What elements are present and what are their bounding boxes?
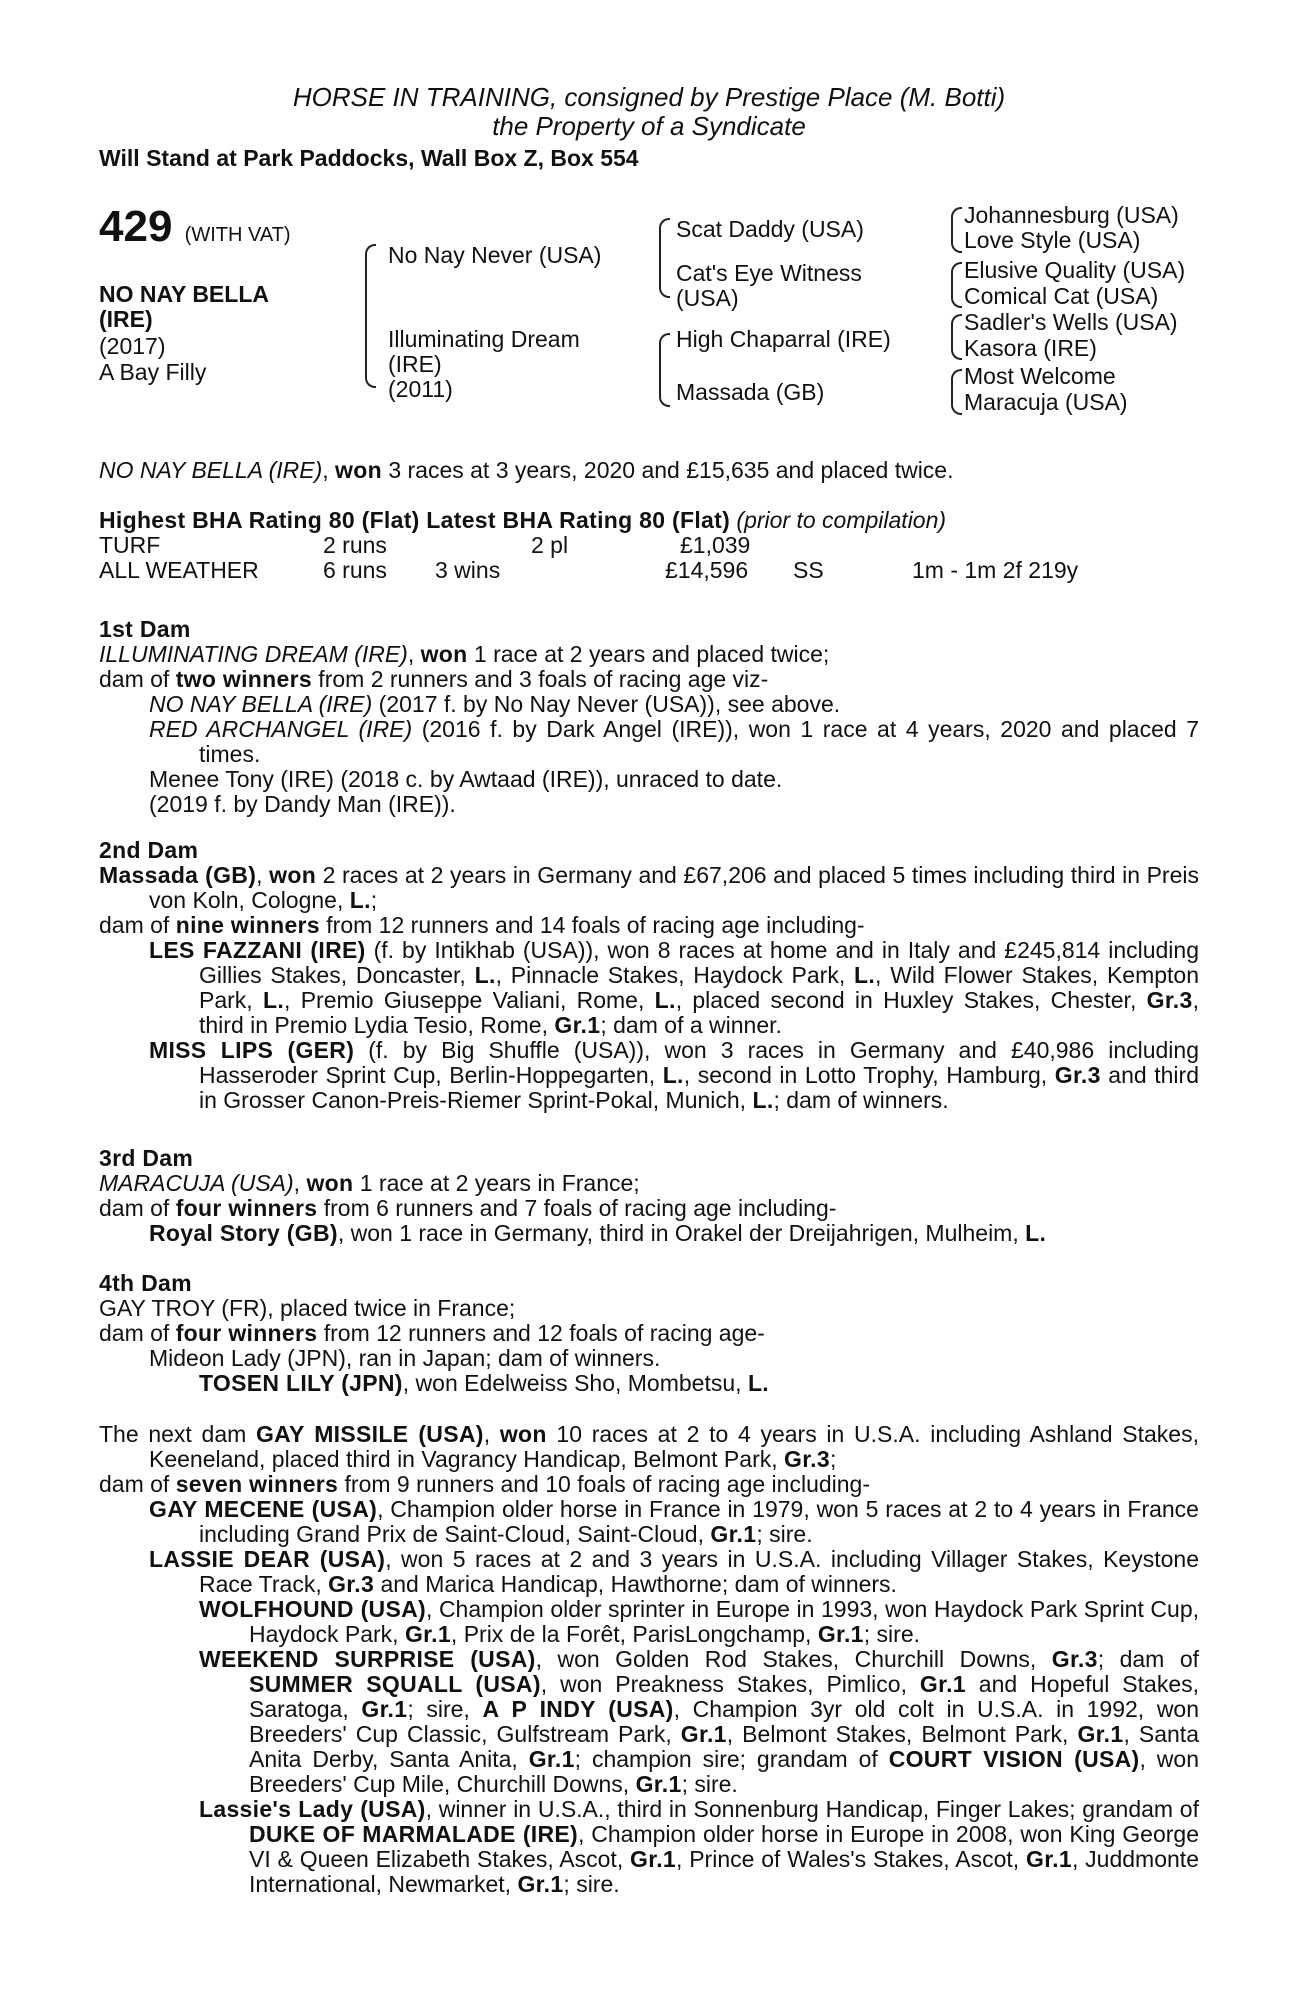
lot-number-value: 429 — [99, 202, 173, 251]
produce-wolfhound — [199, 1597, 1199, 1647]
ped-dd: Massada (GB) — [676, 379, 825, 405]
produce-text: (2016 f. by Dark Angel (IRE)), won 1 race at 4 years, 2020 and placed 7 times. — [199, 716, 1200, 767]
third-dam-heading: 3rd Dam — [99, 1145, 194, 1171]
group-mark: Gr.3 — [784, 1446, 830, 1472]
produce-weekend-surprise — [199, 1647, 1199, 1797]
fourth-dam-winners: four winners — [175, 1320, 318, 1346]
produce-text: ; sire. — [863, 1621, 921, 1647]
fourth-dam-section — [99, 1271, 1199, 1396]
second-dam-name: Massada (GB) — [99, 862, 257, 888]
rating-wins: 3 wins — [435, 557, 501, 583]
rating-note: (prior to compilation) — [736, 507, 947, 533]
rating-going: SS — [793, 557, 824, 583]
produce-name: COURT VISION (USA) — [888, 1746, 1140, 1772]
third-dam-name: MARACUJA (USA) — [99, 1170, 294, 1196]
listed-mark: L. — [752, 1087, 774, 1113]
produce-name: DUKE OF MARMALADE (IRE) — [249, 1821, 579, 1847]
produce-text: , won Breeders' Cup Mile, Churchill Downs, — [249, 1746, 1199, 1797]
punct: ; — [370, 887, 378, 913]
group-mark: Gr.1 — [528, 1746, 575, 1772]
ped-dam — [388, 327, 580, 402]
produce-text: ; sire. — [681, 1771, 738, 1797]
third-dam-text: 1 race at 2 years in France; — [353, 1170, 640, 1196]
ped-dam-line3: (2011) — [388, 376, 453, 402]
group-mark: Gr.1 — [710, 1521, 757, 1547]
pedigree-brace-ds — [951, 314, 962, 360]
produce-text: (f. by Big Shuffle (USA)), won 3 races in Germany and £40,986 including Hasseroder Sprint Cup, Berlin-Hoppegarten, — [199, 1037, 1200, 1088]
first-dam-heading: 1st Dam — [99, 616, 191, 642]
produce-text: and Hopeful Stakes, Saratoga, — [249, 1671, 1200, 1722]
produce-lassies-lady — [199, 1797, 1199, 1897]
produce-name: Lassie's Lady (USA) — [199, 1796, 426, 1822]
ped-sds: Elusive Quality (USA) — [964, 257, 1186, 283]
fourth-dam-record: GAY TROY (FR), placed twice in France; — [99, 1295, 516, 1321]
produce-text: , winner in U.S.A., third in Sonnenburg Handicap, Finger Lakes; grandam of — [425, 1796, 1199, 1822]
group-mark: Gr.1 — [404, 1621, 451, 1647]
produce-text: , won Edelweiss Sho, Mombetsu, — [402, 1370, 748, 1396]
next-dam-name: GAY MISSILE (USA) — [255, 1421, 484, 1447]
first-dam-text: 1 race at 2 years and placed twice; — [467, 641, 830, 667]
produce-text: , Prix de la Forêt, ParisLongchamp, — [450, 1621, 818, 1647]
ped-sss: Johannesburg (USA) — [964, 202, 1179, 228]
second-dam-produce-c: from 12 runners and 14 foals of racing age including- — [319, 912, 865, 938]
summary-text: 3 races at 3 years, 2020 and £15,635 and placed twice. — [381, 457, 954, 483]
group-mark: Gr.1 — [817, 1621, 864, 1647]
produce-royal-story — [149, 1221, 1199, 1246]
second-dam-text: 2 races at 2 years in Germany and £67,206 and placed 5 times including third in Preis von Koln, Cologne, — [149, 862, 1199, 913]
produce-name: LES FAZZANI (IRE) — [149, 937, 366, 963]
pedigree-brace-dam — [659, 333, 670, 407]
ped-dss: Sadler's Wells (USA) — [964, 309, 1178, 335]
ped-ds: High Chaparral (IRE) — [676, 326, 891, 352]
rating-row-turf — [99, 533, 1199, 558]
third-dam-winners: four winners — [175, 1195, 318, 1221]
produce-text: , won 5 races at 2 and 3 years in U.S.A. including Villager Stakes, Keystone Race Track, — [199, 1546, 1199, 1597]
second-dam-heading: 2nd Dam — [99, 837, 199, 863]
stand-line: Will Stand at Park Paddocks, Wall Box Z, Box 554 — [99, 145, 639, 171]
produce-name: TOSEN LILY (JPN) — [199, 1370, 403, 1396]
ped-sdd: Comical Cat (USA) — [964, 283, 1159, 309]
horse-name-line1: NO NAY BELLA — [99, 281, 269, 307]
produce-text: , placed second in Huxley Stakes, Chester, — [675, 987, 1147, 1013]
rating-runs: 6 runs — [323, 557, 387, 583]
produce-name: RED ARCHANGEL (IRE) — [149, 716, 413, 742]
listed-mark: L. — [1025, 1220, 1047, 1246]
second-dam-won: won — [269, 862, 317, 888]
produce-2019-filly: (2019 f. by Dandy Man (IRE)). — [149, 791, 456, 817]
consignor-line: HORSE IN TRAINING, consigned by Prestige Place (M. Botti) — [292, 82, 1006, 112]
race-summary: NO NAY BELLA (IRE), won 3 races at 3 years, 2020 and £15,635 and placed twice. — [99, 457, 954, 483]
rating-block — [99, 508, 1199, 583]
next-dam-produce-a: dam of — [99, 1471, 176, 1497]
produce-text: ; dam of — [1097, 1646, 1200, 1672]
produce-text: , Premio Giuseppe Valiani, Rome, — [284, 987, 655, 1013]
rating-money: £14,596 — [665, 557, 749, 583]
ped-sd-line1: Cat's Eye Witness — [676, 260, 862, 286]
group-mark: Gr.1 — [361, 1696, 408, 1722]
fourth-dam-produce-a: dam of — [99, 1320, 176, 1346]
produce-les-fazzani — [149, 938, 1199, 1038]
rating-row-allweather — [99, 558, 1199, 583]
group-mark: Gr.1 — [517, 1871, 564, 1897]
horse-name-line2: (IRE) — [99, 306, 153, 332]
listed-mark: L. — [349, 887, 371, 913]
produce-text: (f. by Intikhab (USA)), won 8 races at home and in Italy and £245,814 including Gillies Stakes, Doncaster, — [199, 937, 1199, 988]
ped-dsd: Kasora (IRE) — [964, 335, 1097, 361]
lot-number — [99, 202, 291, 260]
fourth-dam-heading: 4th Dam — [99, 1270, 192, 1296]
rating-heading: Highest BHA Rating 80 (Flat) Latest BHA Rating 80 (Flat) — [99, 507, 731, 533]
ped-dds: Most Welcome — [964, 363, 1116, 389]
produce-text: , Prince of Wales's Stakes, Ascot, — [676, 1846, 1026, 1872]
summary-won: won — [335, 457, 382, 483]
next-dam-produce-c: from 9 runners and 10 foals of racing age including- — [338, 1471, 871, 1497]
produce-text: , Santa Anita Derby, Santa Anita, — [249, 1721, 1199, 1772]
produce-text: , second in Lotto Trophy, Hamburg, — [683, 1062, 1055, 1088]
rating-distance: 1m - 1m 2f 219y — [912, 557, 1079, 583]
third-dam-won: won — [306, 1170, 354, 1196]
second-dam-winners: nine winners — [175, 912, 320, 938]
ped-ddd: Maracuja (USA) — [964, 389, 1128, 415]
group-mark: Gr.3 — [1051, 1646, 1098, 1672]
produce-text: , won Golden Rod Stakes, Churchill Downs, — [535, 1646, 1052, 1672]
produce-name: GAY MECENE (USA) — [149, 1496, 378, 1522]
first-dam-winners: two winners — [175, 666, 312, 692]
produce-name: LASSIE DEAR (USA) — [149, 1546, 386, 1572]
produce-text: (2017 f. by No Nay Never (USA)), see above. — [372, 691, 841, 717]
rating-runs: 2 runs — [323, 532, 387, 558]
punct: ; — [829, 1446, 837, 1472]
produce-text: , Champion older horse in France in 1979, won 5 races at 2 to 4 years in France including Grand Prix de Saint-Cloud, Saint-Cloud, — [199, 1496, 1199, 1547]
pedigree-brace-ss — [951, 207, 962, 253]
produce-text: , Champion older horse in Europe in 2008, won King George VI & Queen Elizabeth Stakes, Ascot, — [249, 1821, 1199, 1872]
produce-text: , Champion older sprinter in Europe in 1993, won Haydock Park Sprint Cup, Haydock Park, — [249, 1596, 1200, 1647]
produce-text: ; sire, — [407, 1696, 483, 1722]
listed-mark: L. — [262, 987, 285, 1013]
produce-no-nay-bella — [149, 692, 1199, 717]
ped-sd — [676, 261, 862, 311]
produce-text: , Belmont Stakes, Belmont Park, — [726, 1721, 1078, 1747]
produce-tosen-lily — [199, 1371, 1199, 1396]
produce-name: WEEKEND SURPRISE (USA) — [199, 1646, 536, 1672]
pedigree-brace-main — [365, 244, 376, 388]
first-dam-won: won — [420, 641, 468, 667]
produce-menee-tony: Menee Tony (IRE) (2018 c. by Awtaad (IRE)), unraced to date. — [149, 766, 783, 792]
first-dam-section: 1st Dam ILLUMINATING DREAM (IRE), won 1 race at 2 years and placed twice; dam of two winners from 2 runners and 3 foals of racing age viz- NO NAY BELLA (IRE) (2017 f. by No Nay Never (USA)), see above. RED ARCHANGEL (IRE) (2016 f. by Dark Angel (IRE)), won 1 race at 4 years, 2020 and placed 7 times. Menee Tony (IRE) (2018 c. by Awtaad (IRE)), unraced to date. (2019 f. by Dandy Man (IRE)). — [99, 616, 1200, 817]
group-mark: Gr.1 — [554, 1012, 601, 1038]
horse-year: (2017) — [99, 333, 166, 359]
ped-ssd: Love Style (USA) — [964, 227, 1141, 253]
produce-text: , won Preakness Stakes, Pimlico, — [540, 1671, 920, 1697]
produce-text: ; dam of winners. — [773, 1087, 949, 1113]
fourth-dam-produce-c: from 12 runners and 12 foals of racing age- — [317, 1320, 765, 1346]
produce-text: and Marica Handicap, Hawthorne; dam of winners. — [374, 1571, 897, 1597]
produce-text: ; champion sire; grandam of — [574, 1746, 889, 1772]
listed-mark: L. — [853, 962, 876, 988]
next-dam-section — [99, 1422, 1199, 1897]
next-dam-won: won — [499, 1421, 547, 1447]
second-dam-record: Massada (GB), won 2 races at 2 years in Germany and £67,206 and placed 5 times including third in Preis von Koln, Cologne, L.; — [99, 862, 1199, 913]
produce-text: , Pinnacle Stakes, Haydock Park, — [495, 962, 854, 988]
produce-text: ; dam of a winner. — [600, 1012, 782, 1038]
produce-gay-mecene — [149, 1497, 1199, 1547]
property-line: the Property of a Syndicate — [492, 111, 806, 141]
produce-text: , third in Premio Lydia Tesio, Rome, — [199, 987, 1199, 1038]
produce-text: , Juddmonte International, Newmarket, — [249, 1846, 1199, 1897]
group-mark: Gr.1 — [919, 1671, 966, 1697]
group-mark: Gr.1 — [680, 1721, 727, 1747]
produce-text: ; sire. — [756, 1521, 813, 1547]
group-mark: Gr.1 — [1026, 1846, 1072, 1872]
rating-money: £1,039 — [680, 532, 751, 558]
second-dam-produce-a: dam of — [99, 912, 176, 938]
vat-label: (WITH VAT) — [184, 224, 291, 246]
produce-name: A P INDY (USA) — [482, 1696, 674, 1722]
produce-name: MISS LIPS (GER) — [149, 1037, 355, 1063]
next-dam-intro: The next dam — [99, 1421, 256, 1447]
ped-dam-line2: (IRE) — [388, 351, 442, 377]
produce-lassie-dear — [149, 1547, 1199, 1597]
produce-name: NO NAY BELLA (IRE) — [149, 691, 373, 717]
produce-text: , Wild Flower Stakes, Kempton Park, — [199, 962, 1199, 1013]
ped-ss: Scat Daddy (USA) — [676, 216, 864, 242]
summary-horse-name: NO NAY BELLA (IRE) — [99, 457, 323, 483]
next-dam-text: 10 races at 2 to 4 years in U.S.A. including Ashland Stakes, Keeneland, placed third in Vagrancy Handicap, Belmont Park, — [149, 1421, 1199, 1472]
group-mark: Gr.3 — [1146, 987, 1193, 1013]
third-dam-produce-c: from 6 runners and 7 foals of racing age including- — [317, 1195, 837, 1221]
produce-red-archangel — [149, 717, 1199, 767]
group-mark: Gr.3 — [1054, 1062, 1101, 1088]
pedigree-brace-dd — [951, 369, 962, 415]
produce-mideon-lady: Mideon Lady (JPN), ran in Japan; dam of winners. — [149, 1345, 661, 1371]
third-dam-produce-a: dam of — [99, 1195, 176, 1221]
produce-name: Royal Story (GB) — [149, 1220, 338, 1246]
ped-sire: No Nay Never (USA) — [388, 242, 602, 268]
group-mark: Gr.1 — [630, 1846, 676, 1872]
next-dam-winners: seven winners — [175, 1471, 339, 1497]
group-mark: Gr.1 — [635, 1771, 682, 1797]
rating-surface: ALL WEATHER — [99, 557, 259, 583]
listed-mark: L. — [747, 1370, 769, 1396]
listed-mark: L. — [662, 1062, 684, 1088]
group-mark: Gr.1 — [1077, 1721, 1124, 1747]
produce-text: , Champion 3yr old colt in U.S.A. in 1992, won Breeders' Cup Classic, Gulfstream Park, — [249, 1696, 1200, 1747]
next-dam-record: The next dam GAY MISSILE (USA), won 10 races at 2 to 4 years in U.S.A. including Ashland Stakes, Keeneland, placed third in Vagrancy Handicap, Belmont Park, Gr.3; — [99, 1421, 1199, 1472]
group-mark: Gr.3 — [328, 1571, 375, 1597]
produce-text: and third in Grosser Canon-Preis-Riemer Sprint-Pokal, Munich, — [199, 1062, 1199, 1113]
produce-text: ; sire. — [563, 1871, 620, 1897]
second-dam-section — [99, 838, 1199, 1113]
rating-surface: TURF — [99, 532, 161, 558]
produce-text: , won 1 race in Germany, third in Orakel der Dreijahrigen, Mulheim, — [337, 1220, 1026, 1246]
ped-sd-line2: (USA) — [676, 285, 739, 311]
produce-name: SUMMER SQUALL (USA) — [249, 1671, 541, 1697]
listed-mark: L. — [474, 962, 496, 988]
third-dam-section: 3rd Dam MARACUJA (USA), won 1 race at 2 years in France; dam of four winners from 6 runners and 7 foals of racing age including- Royal Story (GB), won 1 race in Germany, third in Orakel der Dreijahrigen, Mulheim, L. — [99, 1146, 1199, 1246]
first-dam-produce-c: from 2 runners and 3 foals of racing age viz- — [311, 666, 769, 692]
pedigree-brace-sire — [659, 218, 670, 298]
pedigree-brace-sd — [951, 262, 962, 308]
horse-name — [99, 282, 269, 332]
produce-miss-lips — [149, 1038, 1199, 1113]
ped-dam-line1: Illuminating Dream — [388, 326, 580, 352]
listed-mark: L. — [654, 987, 676, 1013]
first-dam-produce-a: dam of — [99, 666, 176, 692]
first-dam-name: ILLUMINATING DREAM (IRE) — [99, 641, 408, 667]
rating-placed: 2 pl — [531, 532, 569, 558]
produce-name: WOLFHOUND (USA) — [199, 1596, 426, 1622]
horse-description: A Bay Filly — [99, 359, 207, 385]
